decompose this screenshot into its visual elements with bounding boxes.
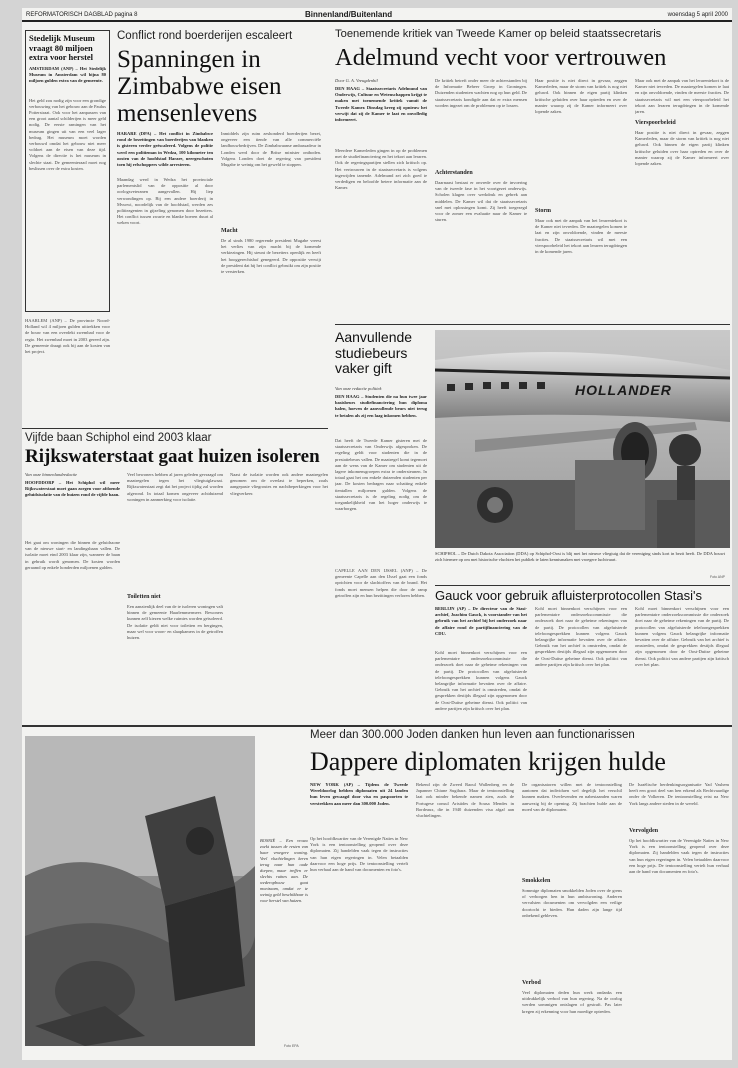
stasi-body-3: Kohl moet binnenkort verschijnen voor een parlementaire onderzoekscommissie die onderzoek doet naar de geheime rekeningen van de partij. De protocollen van afgeluisterde telefoongesprekken kunnen volgens Gauck belangrijke informatie bevatten over de affaire. Gebruik van het archief is omstreden, omdat de gesprekken destijds illegaal zijn opgenomen door de Oost-Duitse geheime dienst. Ook politici van andere partijen zijn kritisch over het plan.	[635, 606, 729, 667]
kamer-subhead-2: Storm	[535, 208, 551, 214]
joden-lead: NEW YORK (AP) – Tijdens de Tweede Wereldoorlog hebben diplomaten uit 24 landen hun leven gewaagd door visa en paspoorten te verstrekken aan meer dan 300.000 Joden.	[310, 782, 408, 806]
sidebox-lead: AMSTERDAM (ANP) – Het Stedelijk Museum in Amsterdam wil bijna 80 miljoen gulden extra van de gemeente.	[29, 65, 106, 83]
kamer-subhead-1: Achterstanden	[435, 170, 473, 176]
kamer-body-7: Haar positie is niet direct in gevaar, zeggen Kamerleden, maar de storm van kritiek is nog niet geluwd. Ook binnen de eigen partij klinken kritische geluiden over haar optreden en over de manier waarop zij de Kamer informeert over lopende zaken.	[635, 130, 729, 167]
zimbabwe-subhead: Macht	[221, 228, 238, 234]
zimbabwe-lead: HARARE (DPA) – Het conflict in Zimbabwe rond de bezettingen van boerderijen van blanken is gisteren verder geëscaleerd. Volgens de politie werd een politieman in Wedza, 100 kilometer ten oosten van de hoofdstad Harare, neergeschoten toen hij relschoppers wilde arresteren.	[117, 131, 213, 168]
sidebox-title: Stedelijk Museum vraagt 80 miljoen extra voor herstel	[29, 33, 95, 62]
kamer-lead: DEN HAAG – Staatssecretaris Adelmund van Onderwijs, Cultuur en Wetenschappen krijgt te maken met toenemende kritiek vanuit de Tweede Kamer. Dinsdag kreeg zij opnieuw het verwijt dat zij de Kamer te laat en onvolledig informeert.	[335, 86, 427, 123]
joden-body-6: De Israëlische herdenkingsorganisatie Yad Vashem heeft een groot deel van hen erkend als Rechtvaardige onder de Volkeren. De tentoonstelling reist na New York langs andere steden in de wereld.	[629, 782, 729, 806]
schiphol-kicker: Vijfde baan Schiphol eind 2003 klaar	[25, 432, 212, 444]
zimbabwe-headline: Spanningen in Zimbabwe eisen mensenlevens	[117, 46, 282, 127]
bosnia-credit: Foto EPA	[284, 1044, 299, 1048]
rule-kamer-bottom	[335, 324, 730, 325]
rule-stasi-top	[435, 585, 730, 586]
aircraft-illustration	[435, 330, 730, 548]
ruins-illustration	[25, 736, 255, 1046]
schiphol-body-4: Naast de isolatie worden ook andere maatregelen genomen om de overlast te beperken, zoals aangepaste vliegroutes en nachtbeperkingen voor het vliegverkeer.	[230, 472, 328, 496]
brief-capelle: CAPELLE AAN DEN IJSSEL (ANP) – De gemeente Capelle aan den IJssel gaat een fonds oprichten voor de slachtoffers van de brand. Het fonds moet mensen helpen die door de ramp getroffen zijn en hun bezittingen verloren hebben.	[335, 568, 427, 598]
kamer-body-3: Daarnaast bestaat er onvrede over de invoering van de tweede fase in het voortgezet onderwijs. Scholen klagen over werkdruk en gebrek aan middelen. De Kamer wil dat de staatssecretaris snel met oplossingen komt. Zij heeft toegezegd voor de zomer een evaluatie naar de Kamer te sturen.	[435, 180, 527, 223]
masthead-left: REFORMATORISCH DAGBLAD pagina 8	[26, 12, 138, 18]
zimbabwe-body-3: De al sinds 1980 regerende president Mugabe vreest het verlies van zijn macht bij de komende verkiezingen. Hij steunt de bezetters openlijk en heeft het hooggerechtshof genegeerd. De oppositie verwijt de president dat hij het conflict gebruikt om zijn positie te versterken.	[221, 238, 321, 275]
sidebox-body: Het geld zou nodig zijn voor een grondige verbouwing van het gebouw aan de Paulus Potterstraat. Ook voor het aanpassen van een groot aantal schilderijen is meer geld nodig. De eerste ramingen van het museum gingen uit van een veel lager bedrag. Het museum moet worden verbouwd omdat het gebouw niet meer voldoet aan de eisen van deze tijd. Volgens de directie is het museum in slechte staat. De gemeenteraad moet nog beslissen over de extra kosten.	[29, 97, 106, 171]
newspaper-page	[22, 8, 732, 1060]
studie-headline: Aanvullende studiebeurs vaker gift	[335, 329, 413, 376]
stasi-headline: Gauck voor gebruik afluisterprotocollen Stasi's	[435, 588, 702, 603]
kamer-byline: Door G. A. Vreugdenhil	[335, 78, 378, 83]
kamer-kicker: Toenemende kritiek van Tweede Kamer op beleid staatssecretaris	[335, 28, 662, 40]
dc3-photo	[435, 330, 730, 548]
zimbabwe-kicker: Conflict rond boerderijen escaleert	[117, 30, 293, 42]
kamer-body-2: De kritiek betreft onder meer de achterstanden bij de Informatie Beheer Groep in Groningen. Duizenden studenten wachten nog op hun geld. De staatssecretaris kondigde aan dat er extra mensen worden ingezet om de problemen op te lossen.	[435, 78, 527, 108]
joden-subhead-3: Vervolgden	[629, 828, 659, 834]
schiphol-dateline: Van onze binnenlandredactie	[25, 472, 78, 477]
bosnia-caption: BOSNIË – Een vrouw zoekt tussen de resten van haar vroegere woning. Veel vluchtelingen keren terug naar hun oude dorpen, maar treffen er slechts ruïnes aan. De wederopbouw gaat moeizaam, omdat er te weinig geld beschikbaar is voor herstel van huizen.	[260, 838, 308, 903]
schiphol-headline: Rijkswaterstaat gaat huizen isoleren	[25, 446, 320, 467]
zimbabwe-body-2: Inmiddels zijn ruim zeshonderd boerderijen bezet, ongeveer een tiende van alle commerciële landbouwbedrijven. De Zimbabwaanse ambassadeur in Londen werd door de Britse minister ontboden. Volgens Londen doet de regering van president Mugabe te weinig om het geweld te stoppen.	[221, 131, 321, 168]
joden-body-2: Bekend zijn de Zweed Raoul Wallenberg en de Japanner Chiune Sugihara. Maar de tentoonstelling laat ook minder bekende namen zien, zoals de Portugese consul Aristides de Sousa Mendes in Bordeaux, die in 1940 duizenden visa afgaf aan vluchtelingen.	[416, 782, 514, 819]
schiphol-subhead: Toiletten niet	[127, 594, 161, 600]
section-title: Binnenland/Buitenland	[305, 10, 393, 19]
joden-kicker: Meer dan 300.000 Joden danken hun leven aan functionarissen	[310, 729, 635, 741]
joden-body-1: Op het hoofdkwartier van de Verenigde Naties in New York is een tentoonstelling geopend over deze diplomaten. Zij handelden vaak tegen de instructies van hun eigen regeringen in. Velen betaalden daarvoor een hoge prijs. De tentoonstelling vertelt hun verhaal aan de hand van documenten en foto's.	[310, 836, 408, 873]
kamer-body-1: Meerdere Kamerleden gingen in op de problemen met de studiefinanciering en het tekort aan leraren. Ook de regeringspartijen stellen zich kritisch op. Het vertrouwen in de staatssecretaris is volgens ingewijden tanende. Adelmund zei zich goed te verdedigen en beloofde betere informatie aan de Kamer.	[335, 148, 427, 191]
joden-body-7: Op het hoofdkwartier van de Verenigde Naties in New York is een tentoonstelling geopend over deze diplomaten. Zij handelden vaak tegen de instructies van hun eigen regeringen in. Velen betaalden daarvoor een hoge prijs. De tentoonstelling vertelt hun verhaal aan de hand van documenten en foto's.	[629, 838, 729, 875]
schiphol-body-2: Veel bewoners hebben al jaren geleden gevraagd om maatregelen tegen het vliegtuiglawaai. Rijkswaterstaat zegt dat het project tijdig zal worden afgerond. In totaal komen ongeveer achtduizend woningen in aanmerking voor isolatie.	[127, 472, 223, 502]
rule-joden-top	[22, 725, 732, 727]
dc3-caption: SCHIPHOL – De Dutch Dakota Association (DDA) op Schiphol-Oost is blij met het nieuwe vliegtuig dat de vereniging sinds kort in bezit heeft. De DDA bouwt zich hiermee op om met historische vluchten het publiek te laten kennismaken met vroegere luchtvaart.	[435, 551, 725, 562]
masthead	[22, 8, 732, 22]
studie-lead: DEN HAAG – Studenten die na hun twee jaar basisbeurs studiefinanciering hun diploma halen, hoeven de aanvullende beurs niet terug te betalen als zij een laag inkomen hebben.	[335, 394, 427, 418]
sidebox-museum	[25, 30, 110, 312]
joden-subhead-1: Smokkelen	[522, 878, 551, 884]
studie-dateline: Van onze redactie politiek	[335, 386, 382, 391]
kamer-body-5: Maar ook met de aanpak van het lerarentekort is de Kamer niet tevreden. De maatregelen komen te laat en zijn onvoldoende, vinden de meeste fracties. De staatssecretaris wil met een vierspoorbeleid het tekort aan leraren terugdringen in de komende jaren.	[535, 218, 627, 255]
stasi-lead: BERLIJN (AP) – De directeur van de Stasi-archief, Joachim Gauck, is voorstander van het gebruik van het archief bij het onderzoek naar de affaire rond de partijfinanciering van de CDU.	[435, 606, 527, 636]
kamer-subhead-3: Vierspoorbeleid	[635, 120, 676, 126]
schiphol-lead: HOOFDDORP – Het Schiphol wil meer Rijkswaterstaat moet gaan zorgen voor afdoende geluidsisolatie van de huizen rond de vijfde baan.	[25, 480, 120, 498]
dc3-credit: Foto ANP	[710, 575, 725, 579]
joden-headline: Dappere diplomaten krijgen hulde	[310, 747, 666, 776]
stasi-body-1: Kohl moet binnenkort verschijnen voor een parlementaire onderzoekscommissie die onderzoek doet naar de geheime rekeningen van de partij. De protocollen van afgeluisterde telefoongesprekken kunnen volgens Gauck belangrijke informatie bevatten over de affaire. Gebruik van het archief is omstreden, omdat de gesprekken destijds illegaal zijn opgenomen door de Oost-Duitse geheime dienst. Ook politici van andere partijen zijn kritisch over het plan.	[435, 650, 527, 711]
joden-subhead-2: Verbod	[522, 980, 541, 986]
aircraft-lettering: HOLLANDER	[575, 382, 672, 398]
kamer-body-4: Haar positie is niet direct in gevaar, zeggen Kamerleden, maar de storm van kritiek is nog niet geluwd. Ook binnen de eigen partij klinken kritische geluiden over haar optreden en over de manier waarop zij de Kamer informeert over lopende zaken.	[535, 78, 627, 115]
masthead-date: woensdag 5 april 2000	[667, 12, 728, 18]
schiphol-body-3: Een aanzienlijk deel van de te isoleren woningen valt binnen de gemeente Haarlemmermeer. Bewoners kunnen zelf kiezen welke ruimtes worden geïsoleerd. De isolatie geldt niet voor toiletten en bergingen, maar wel voor woon- en slaapkamers in de getroffen huizen.	[127, 604, 223, 641]
bosnia-photo	[25, 736, 255, 1046]
studie-body: Dat heeft de Tweede Kamer gisteren met de staatssecretaris van Onderwijs afgesproken. De regeling geldt voor studenten die in de prestatiebeurs vallen. De maatregel komt tegemoet aan de wens van de Kamer om studenten uit de lagere inkomensgroepen extra te ondersteunen. In totaal gaat het om enkele duizenden studenten per jaar. De kosten bedragen naar schatting enkele tientallen miljoenen gulden. Volgens de staatssecretaris is de regeling nodig om de toegankelijkheid van het hoger onderwijs te waarborgen.	[335, 438, 427, 512]
brief-haarlem: HAARLEM (ANP) – De provincie Noord-Holland wil 4 miljoen gulden uittrekken voor de bouw van een overdekt zwembad voor de regio. Het zwembad moet in 2003 gereed zijn. De gemeente draagt ook bij aan de kosten van het project.	[25, 318, 110, 355]
kamer-headline: Adelmund vecht voor vertrouwen	[335, 44, 667, 71]
joden-body-3: De organisatoren willen met de tentoonstelling aantonen dat individuen wel degelijk het verschil kunnen maken. Overlevenden en nabestaanden waren aanwezig bij de opening. Zij brachten hulde aan de moed van de diplomaten.	[522, 782, 622, 812]
schiphol-body-1: Het gaat om woningen die binnen de geluidszone van de nieuwe start- en landingsbaan vallen. De isolatie moet eind 2003 klaar zijn, wanneer de baan in gebruik wordt genomen. De kosten worden geraamd op enkele honderden miljoenen gulden.	[25, 540, 120, 570]
kamer-body-6: Maar ook met de aanpak van het lerarentekort is de Kamer niet tevreden. De maatregelen komen te laat en zijn onvoldoende, vinden de meeste fracties. De staatssecretaris wil met een vierspoorbeleid het tekort aan leraren terugdringen in de komende jaren.	[635, 78, 729, 115]
zimbabwe-body-1: Maandag werd in Wedza het provinciale parlementslid van de oppositie al door oorlogsveteranen aangevallen. Hij liep verwondingen op. Bij een andere boerderij in Mvurwi, noordelijk van de hoofdstad, werden zes politieagenten in gijzeling genomen door bezetters. Het conflict tussen zwarte en blanke boeren duurt al weken voort.	[117, 177, 213, 226]
stasi-body-2: Kohl moet binnenkort verschijnen voor een parlementaire onderzoekscommissie die onderzoek doet naar de geheime rekeningen van de partij. De protocollen van afgeluisterde telefoongesprekken kunnen volgens Gauck belangrijke informatie bevatten over de affaire. Gebruik van het archief is omstreden, omdat de gesprekken destijds illegaal zijn opgenomen door de Oost-Duitse geheime dienst. Ook politici van andere partijen zijn kritisch over het plan.	[535, 606, 627, 667]
rule-schiphol-top	[22, 428, 328, 429]
joden-body-4: Sommige diplomaten smokkelden Joden over de grens of verborgen hen in hun ambtswoning. Anderen vervalsten documenten om vervolgden een veilige doortocht te bieden. Hun daden zijn lange tijd onbekend gebleven.	[522, 888, 622, 918]
joden-body-5: Veel diplomaten deden hun werk ondanks een uitdrukkelijk verbod van hun regering. Na de oorlog werden sommigen ontslagen of gestraft. Pas later kregen zij erkenning voor hun moedige optreden.	[522, 990, 622, 1014]
